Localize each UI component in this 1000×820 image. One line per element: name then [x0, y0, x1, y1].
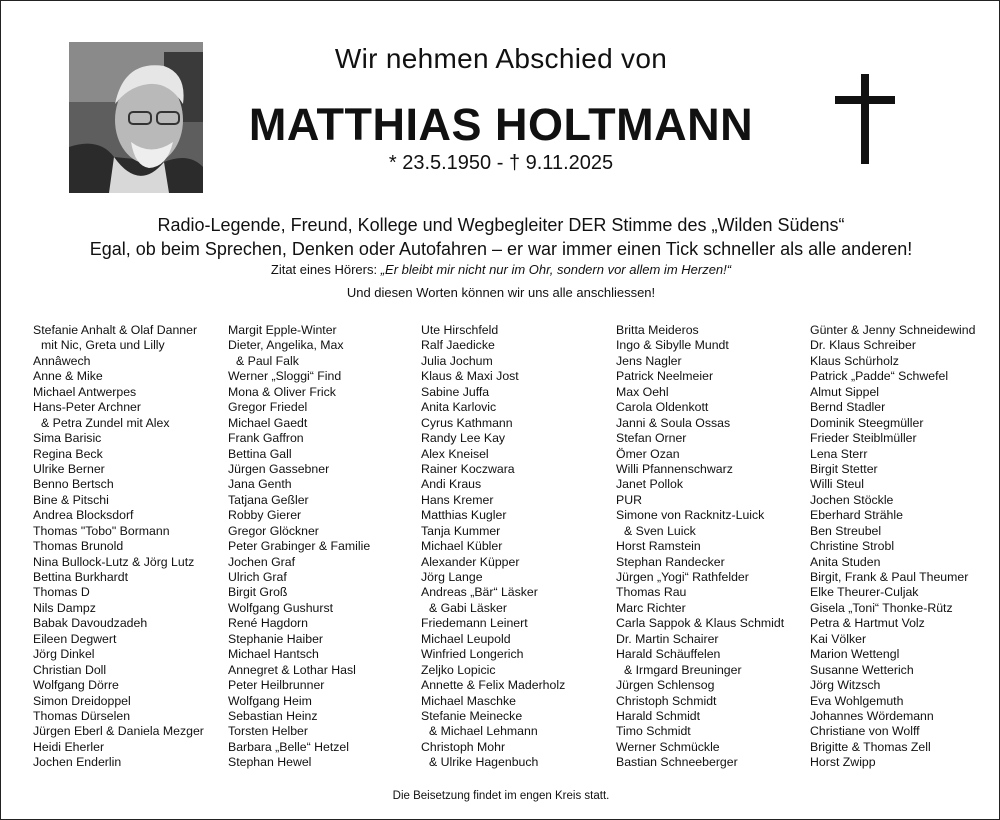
mourner-name: Birgit, Frank & Paul Theumer — [810, 570, 969, 584]
mourners-column-4 — [616, 323, 784, 771]
mourner-name: Wolfgang Dörre — [33, 678, 119, 693]
mourner-name: Dominik Steegmüller — [810, 415, 924, 430]
mourner-name: Susanne Wetterich — [810, 662, 914, 677]
mourner-name: Babak Davoudzadeh — [33, 616, 148, 631]
mourner-name: Britta Meideros — [616, 323, 699, 337]
mourner-name: Nina Bullock-Lutz & Jörg Lutz — [33, 554, 195, 569]
mourner-name: Torsten Helber — [228, 724, 308, 739]
mourner-name: Jens Nagler — [616, 353, 682, 368]
listener-quote — [1, 262, 1000, 277]
mourner-name: Ömer Ozan — [616, 446, 680, 461]
tagline-line-1: Radio-Legende, Freund, Kollege und Wegbegleiter DER Stimme des „Wilden Südens“ — [157, 215, 845, 235]
mourner-name: & Petra Zundel mit Alex — [41, 415, 170, 430]
mourner-name: Brigitte & Thomas Zell — [810, 739, 931, 754]
mourner-name: Willi Pfannenschwarz — [616, 461, 733, 476]
quote-intro: Zitat eines Hörers: — [270, 262, 381, 277]
burial-note: Die Beisetzung findet im engen Kreis statt. — [392, 790, 610, 802]
mourner-name: Frank Gaffron — [228, 431, 304, 446]
mourner-name: & Irmgard Breuninger — [624, 662, 742, 677]
mourner-name: Horst Ramstein — [616, 539, 701, 554]
mourner-name: Zeljko Lopicic — [421, 662, 496, 677]
mourner-name: Hans-Peter Archner — [33, 400, 141, 415]
mourner-name: Werner Schmückle — [616, 739, 720, 754]
mourner-name: Horst Zwipp — [810, 755, 876, 770]
mourner-name: Mona & Oliver Frick — [228, 384, 336, 399]
mourner-name: Julia Jochum — [421, 353, 493, 368]
mourner-name: Randy Lee Kay — [421, 431, 506, 446]
mourner-name: Annâwech — [33, 353, 91, 368]
mourner-name: Tatjana Geßler — [228, 492, 309, 507]
mourner-name: Christiane von Wolff — [810, 724, 920, 739]
mourner-name: Sima Barisic — [33, 431, 102, 446]
mourner-name: Cyrus Kathmann — [421, 415, 513, 430]
mourner-name: Stephan Hewel — [228, 755, 312, 770]
mourner-name: Stefanie Anhalt & Olaf Danner — [33, 323, 198, 337]
mourner-name: Carla Sappok & Klaus Schmidt — [616, 616, 785, 631]
mourner-name: & Ulrike Hagenbuch — [429, 755, 539, 770]
mourner-name: Michael Leupold — [421, 631, 511, 646]
mourner-name: Andrea Blocksdorf — [33, 508, 134, 523]
mourner-name: Harald Schäuffelen — [616, 647, 721, 662]
mourner-name: Simone von Racknitz-Luick — [616, 508, 765, 523]
mourner-name: Jörg Dinkel — [33, 647, 95, 662]
notice-heading: Wir nehmen Abschied von — [334, 43, 668, 74]
mourner-name: Petra & Hartmut Volz — [810, 616, 925, 631]
mourner-name: Eberhard Strähle — [810, 508, 903, 523]
mourner-name: Heidi Eherler — [33, 739, 105, 754]
mourner-name: Janet Pollok — [616, 477, 683, 492]
mourner-name: Harald Schmidt — [616, 708, 701, 723]
mourner-name: Margit Epple-Winter — [228, 323, 337, 337]
mourner-name: René Hagdorn — [228, 616, 308, 631]
mourner-name: Ulrich Graf — [228, 570, 287, 584]
mourner-name: Tanja Kummer — [421, 523, 501, 538]
life-dates: * 23.5.1950 - † 9.11.2025 — [388, 152, 614, 174]
mourner-name: Jochen Enderlin — [33, 755, 122, 770]
mourner-name: Thomas D — [33, 585, 90, 600]
mourner-name: Peter Heilbrunner — [228, 678, 325, 693]
mourner-name: Christine Strobl — [810, 539, 895, 554]
mourners-column-3 — [421, 323, 565, 771]
mourner-name: Stefanie Meinecke — [421, 708, 523, 723]
mourner-name: Ulrike Berner — [33, 461, 105, 476]
tagline — [1, 213, 1000, 261]
mourner-name: Dr. Klaus Schreiber — [810, 338, 916, 353]
mourner-name: Marc Richter — [616, 600, 686, 615]
mourner-name: Jochen Stöckle — [810, 492, 894, 507]
mourner-name: Michael Gaedt — [228, 415, 308, 430]
mourner-name: Gisela „Toni“ Thonke-Rütz — [810, 600, 953, 615]
mourner-name: Christoph Schmidt — [616, 693, 717, 708]
mourner-name: Klaus Schürholz — [810, 353, 899, 368]
mourner-name: Willi Steul — [810, 477, 864, 492]
mourner-name: Jürgen Eberl & Daniela Mezger — [33, 724, 204, 739]
mourner-name: Annegret & Lothar Hasl — [228, 662, 356, 677]
mourner-name: Jochen Graf — [228, 554, 295, 569]
mourner-name: Bettina Burkhardt — [33, 570, 129, 584]
mourner-name: Hans Kremer — [421, 492, 494, 507]
mourner-name: Klaus & Maxi Jost — [421, 369, 519, 384]
mourner-name: Michael Maschke — [421, 693, 516, 708]
mourner-name: Andi Kraus — [421, 477, 482, 492]
mourner-name: Johannes Wördemann — [810, 708, 934, 723]
mourner-name: Patrick Neelmeier — [616, 369, 714, 384]
mourners-column-2 — [228, 323, 370, 771]
mourner-name: Christian Doll — [33, 662, 107, 677]
mourner-name: Anne & Mike — [33, 369, 103, 384]
cross-icon — [835, 74, 895, 164]
mourner-name: Günter & Jenny Schneidewind — [810, 323, 976, 337]
mourner-name: Jürgen Schlensog — [616, 678, 715, 693]
mourner-name: Stefan Orner — [616, 431, 687, 446]
mourner-name: Eileen Degwert — [33, 631, 117, 646]
closing-line: Und diesen Worten können wir uns alle anschliessen! — [346, 285, 656, 300]
mourner-name: Alex Kneisel — [421, 446, 489, 461]
tagline-line-2: Egal, ob beim Sprechen, Denken oder Autofahren – er war immer einen Tick schneller als alle anderen! — [89, 239, 913, 259]
mourner-name: Michael Kübler — [421, 539, 503, 554]
mourner-name: Anita Studen — [810, 554, 881, 569]
mourner-name: Friedemann Leinert — [421, 616, 528, 631]
mourner-name: Patrick „Padde“ Schwefel — [810, 369, 949, 384]
mourner-name: Jana Genth — [228, 477, 292, 492]
mourner-name: Alexander Küpper — [421, 554, 520, 569]
mourner-name: Thomas Brunold — [33, 539, 124, 554]
mourner-name: Marion Wettengl — [810, 647, 900, 662]
mourner-name: Frieder Steiblmüller — [810, 431, 917, 446]
mourner-name: Michael Antwerpes — [33, 384, 137, 399]
mourner-name: Jörg Lange — [421, 570, 483, 584]
mourner-name: Dr. Martin Schairer — [616, 631, 719, 646]
mourner-name: & Sven Luick — [624, 523, 696, 538]
deceased-name: MATTHIAS HOLTMANN — [248, 99, 754, 150]
mourner-name: Nils Dampz — [33, 600, 96, 615]
mourner-name: & Michael Lehmann — [429, 724, 538, 739]
mourner-name: Thomas "Tobo" Bormann — [33, 523, 170, 538]
mourner-name: PUR — [616, 492, 642, 507]
mourner-name: Andreas „Bär“ Läsker — [421, 585, 538, 600]
mourner-name: Bettina Gall — [228, 446, 292, 461]
mourner-name: mit Nic, Greta und Lilly — [41, 338, 165, 353]
mourner-name: Jörg Witzsch — [810, 678, 881, 693]
mourner-name: Regina Beck — [33, 446, 103, 461]
portrait-photo — [69, 42, 203, 193]
mourner-name: Werner „Sloggi“ Find — [228, 369, 342, 384]
mourner-name: Eva Wohlgemuth — [810, 693, 904, 708]
mourner-name: Carola Oldenkott — [616, 400, 709, 415]
mourners-column-5 — [810, 323, 975, 771]
mourner-name: Birgit Stetter — [810, 461, 878, 476]
mourner-name: Timo Schmidt — [616, 724, 691, 739]
mourner-name: Anita Karlovic — [421, 400, 497, 415]
mourner-name: Ben Streubel — [810, 523, 882, 538]
mourner-name: Stephanie Haiber — [228, 631, 324, 646]
mourner-name: Winfried Longerich — [421, 647, 524, 662]
mourner-name: Janni & Soula Ossas — [616, 415, 731, 430]
mourner-name: Benno Bertsch — [33, 477, 114, 492]
mourner-name: Elke Theurer-Culjak — [810, 585, 919, 600]
mourner-name: Wolfgang Heim — [228, 693, 312, 708]
mourner-name: Peter Grabinger & Familie — [228, 539, 371, 554]
mourner-name: Gregor Friedel — [228, 400, 308, 415]
mourner-name: Barbara „Belle“ Hetzel — [228, 739, 349, 754]
mourner-name: Matthias Kugler — [421, 508, 507, 523]
mourner-name: Max Oehl — [616, 384, 669, 399]
mourner-name: Michael Hantsch — [228, 647, 319, 662]
mourner-name: Thomas Dürselen — [33, 708, 131, 723]
mourner-name: Almut Sippel — [810, 384, 880, 399]
mourner-name: Simon Dreidoppel — [33, 693, 131, 708]
mourner-name: & Paul Falk — [236, 353, 299, 368]
mourner-name: Ingo & Sibylle Mundt — [616, 338, 729, 353]
mourner-name: Lena Sterr — [810, 446, 868, 461]
mourner-name: Sabine Juffa — [421, 384, 490, 399]
mourner-name: Jürgen Gassebner — [228, 461, 330, 476]
mourner-name: Gregor Glöckner — [228, 523, 319, 538]
mourner-name: Birgit Groß — [228, 585, 288, 600]
mourner-name: Christoph Mohr — [421, 739, 506, 754]
mourner-name: Thomas Rau — [616, 585, 687, 600]
mourner-name: Annette & Felix Maderholz — [421, 678, 566, 693]
mourner-name: Bernd Stadler — [810, 400, 886, 415]
mourner-name: Dieter, Angelika, Max — [228, 338, 344, 353]
mourner-name: Jürgen „Yogi“ Rathfelder — [616, 570, 749, 584]
mourner-name: Ralf Jaedicke — [421, 338, 495, 353]
mourner-name: Rainer Koczwara — [421, 461, 515, 476]
mourner-name: Bastian Schneeberger — [616, 755, 738, 770]
mourner-name: Kai Völker — [810, 631, 867, 646]
mourner-name: Ute Hirschfeld — [421, 323, 499, 337]
quote-text: „Er bleibt mir nicht nur im Ohr, sondern vor allem im Herzen!“ — [380, 262, 732, 277]
mourner-name: Robby Gierer — [228, 508, 302, 523]
mourner-name: Bine & Pitschi — [33, 492, 109, 507]
mourner-name: Wolfgang Gushurst — [228, 600, 334, 615]
mourner-name: Stephan Randecker — [616, 554, 725, 569]
mourner-name: & Gabi Läsker — [429, 600, 507, 615]
mourner-name: Sebastian Heinz — [228, 708, 318, 723]
mourners-column-1 — [33, 323, 204, 771]
